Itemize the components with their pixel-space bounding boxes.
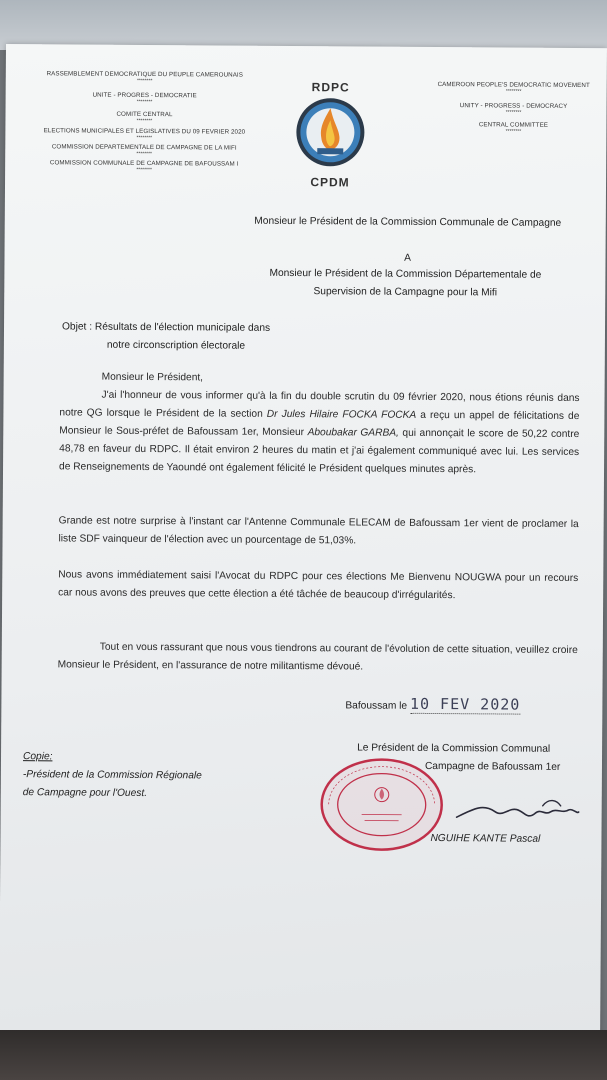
letter-page: [0, 44, 607, 1038]
subject: [62, 318, 362, 356]
header-left-line: ELECTIONS MUNICIPALES ET LEGISLATIVES DU 09 FEVRIER 2020: [43, 127, 246, 136]
header-stars: ********: [136, 77, 153, 85]
signature-scribble-icon: [453, 789, 583, 830]
header-left: [19, 70, 270, 174]
header-left-line: RASSEMBLEMENT DEMOCRATIQUE DU PEUPLE CAMEROUNAIS: [46, 70, 244, 79]
header-left-line: COMMISSION DEPARTEMENTALE DE CAMPAGNE DE LA MIFI: [51, 143, 237, 152]
addressed-to-a: A: [404, 252, 411, 264]
header-right-line: UNITY - PROGRESS - DEMOCRACY: [459, 102, 568, 110]
header-left-line: COMMISSION COMMUNALE DE CAMPAGNE DE BAFOUSSAM I: [49, 159, 239, 168]
paragraph-3: Nous avons immédiatement saisi l'Avocat du RDPC pour ces élections Me Bienvenu NOUGWA pour un recours car nous avons des preuves que cette élection a été tâchée de beaucoup d'irrégularités.: [58, 569, 579, 602]
photo-background-bottom: [0, 1030, 607, 1080]
stamp-seal-icon: [316, 754, 447, 855]
flame-emblem-icon: [295, 94, 366, 170]
recipient-line-2: Supervision de la Campagne pour la Mifi: [313, 286, 498, 299]
header-right-line: CAMEROON PEOPLE'S DEMOCRATIC MOVEMENT: [437, 81, 590, 90]
paragraph-1-part-c: qui annonçait le score de 50,22 contre 48,78 en faveur du RDPC. Il était environ 2 heures du matin et j'ai également communiqué avec lui. Les services de Renseignements de Yaoundé ont également félicité le Président quelques minutes après.: [59, 427, 580, 476]
sender: [245, 214, 571, 232]
header-stars: ********: [136, 166, 152, 174]
photo-background-top: [0, 0, 607, 50]
salutation: Monsieur le Président,: [101, 371, 204, 384]
place-date: [345, 694, 520, 714]
signatory-title-1: Le Président de la Commission Communal: [357, 742, 551, 755]
header-stars: ********: [505, 128, 522, 135]
place-text: Bafoussam le: [345, 700, 408, 712]
paragraph-4: Tout en vous rassurant que nous vous tiendrons au courant de l'évolution de cette situation, veuillez croire Monsieur le Président, en l'assurance de notre militantisme dévoué.: [57, 641, 578, 673]
header-right: [423, 81, 603, 135]
header-stars: ********: [136, 98, 153, 106]
header-stars: ********: [136, 117, 153, 125]
header-left-line: UNITE - PROGRES - DEMOCRATIE: [92, 91, 197, 100]
signatory-title-2: Campagne de Bafoussam 1er: [424, 760, 561, 773]
party-logo: [295, 80, 366, 190]
header-right-line: CENTRAL COMMITTEE: [478, 121, 549, 129]
signatory-name: NGUIHE KANTE Pascal: [430, 832, 541, 845]
paragraph-1-part-a: J'ai l'honneur de vous informer qu'à la fin du double scrutin du 09 février 2020, nous étions réunis dans notre QG lorsque le Président de la section: [59, 389, 580, 420]
copy-recipient-line-2: de Campagne pour l'Ouest.: [22, 787, 148, 800]
subject-line-2: notre circonscription électorale: [106, 339, 246, 352]
official-stamp: [316, 754, 447, 855]
sender-text: Monsieur le Président de la Commission Communale de Campagne: [254, 215, 562, 229]
header-stars: ********: [136, 150, 153, 158]
subject-label: Objet :: [61, 321, 93, 333]
section-president-name: Dr Jules Hilaire FOCKA FOCKA: [266, 408, 417, 421]
subject-line-1: Résultats de l'élection municipale dans: [94, 321, 271, 334]
header-stars: ********: [505, 109, 522, 116]
copy-recipient-line-1: -Président de la Commission Régionale: [22, 769, 202, 782]
paragraph-1: [59, 386, 580, 480]
header-stars: ********: [136, 134, 153, 142]
header-stars: ********: [505, 88, 522, 95]
handwritten-signature: [452, 789, 582, 835]
paragraph-2: Grande est notre surprise à l'instant car l'Antenne Communale ELECAM de Bafoussam 1er vient de proclamer la liste SDF vainqueur de l'élection avec un pourcentage de 51,03%.: [58, 515, 579, 547]
date-stamp: 10 FEV 2020: [409, 694, 521, 714]
recipient-line-1: Monsieur le Président de la Commission Départementale de: [269, 267, 542, 281]
header-left-line: COMITE CENTRAL: [116, 110, 173, 119]
paragraph-1-part-b: a reçu un appel de félicitations de Monsieur le Sous-préfet de Bafoussam 1er, Monsieur: [59, 409, 580, 439]
copy-block: [23, 748, 202, 803]
logo-bottom-text: CPDM: [310, 175, 350, 190]
copy-label: Copie:: [22, 751, 53, 763]
logo-top-text: RDPC: [311, 80, 350, 95]
sub-prefect-name: Aboubakar GARBA,: [307, 427, 399, 439]
